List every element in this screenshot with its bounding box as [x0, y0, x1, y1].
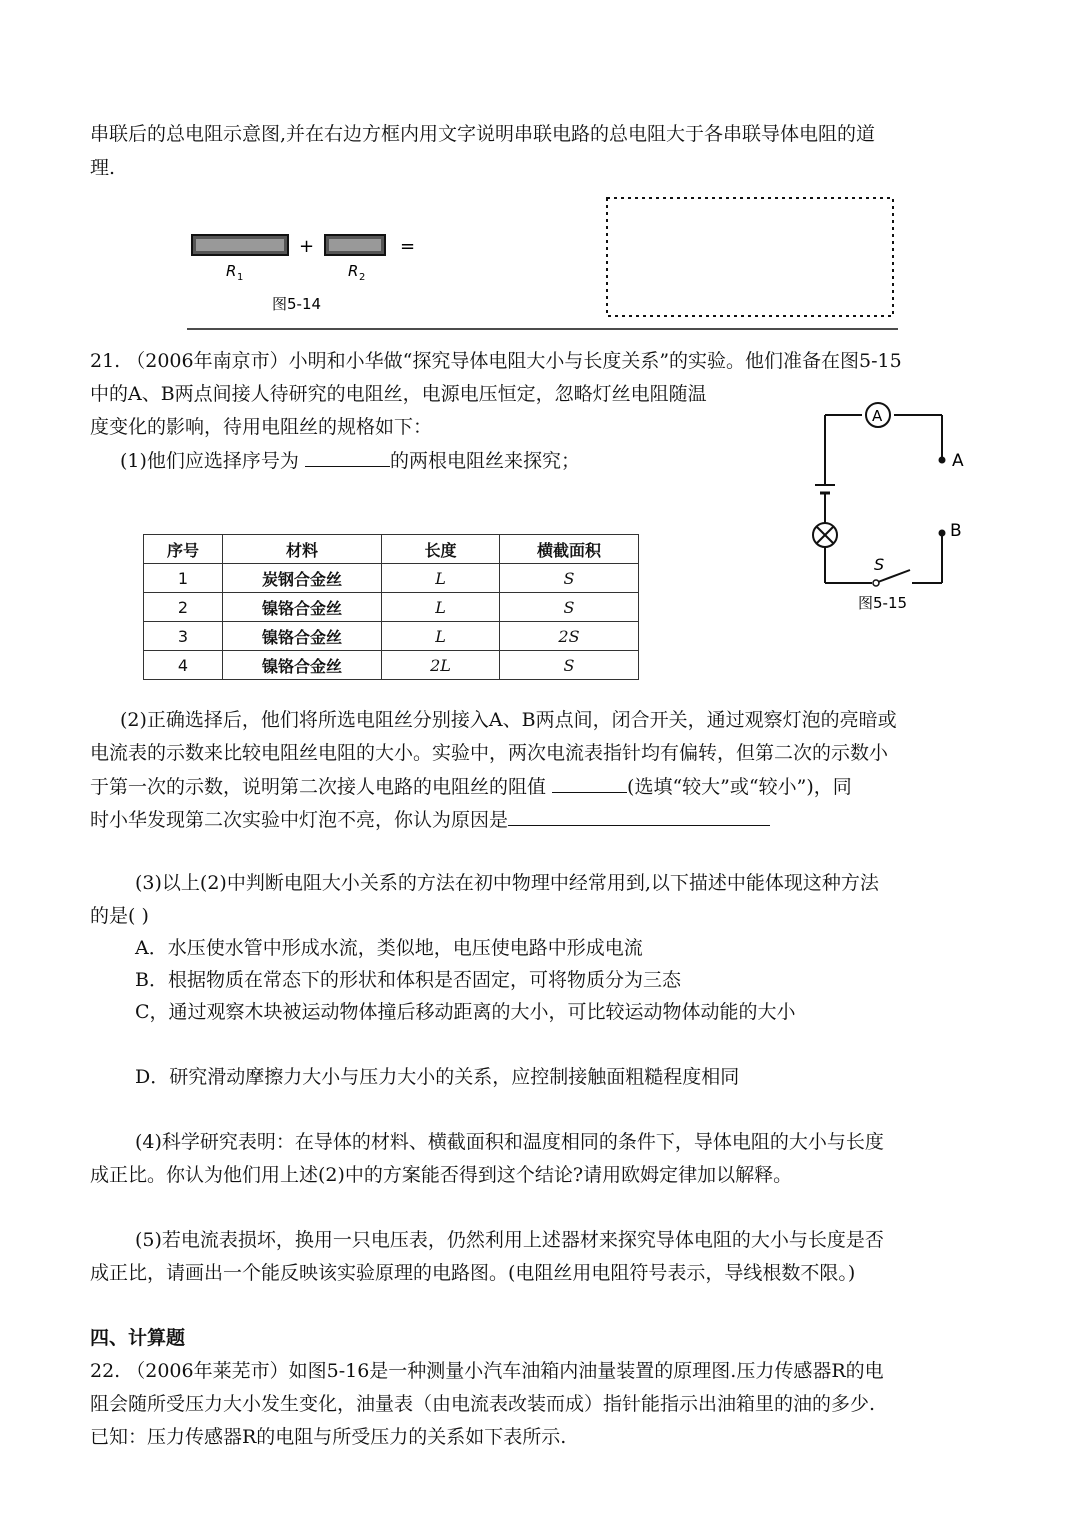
- figure-5-15-circuit: [790, 395, 990, 620]
- r1-subscript: 1: [237, 272, 244, 283]
- option-d: D．研究滑动摩擦力大小与压力大小的关系，应控制接触面粗糙程度相同: [135, 1066, 740, 1088]
- answer-blank-3[interactable]: [508, 803, 770, 826]
- q21-line-3: 度变化的影响，待用电阻丝的规格如下：: [90, 416, 433, 438]
- answer-blank-2[interactable]: [552, 770, 627, 793]
- equals-sign: =: [400, 236, 416, 257]
- q21-line-1: 21. （2006年南京市）小明和小华做“探究导体电阻大小与长度关系”的实验。他们准备在图5-15: [90, 350, 902, 372]
- figure-5-14: [0, 0, 1087, 345]
- q22-line-1: 22. （2006年莱芜市）如图5-16是一种测量小汽车油箱内油量装置的原理图.压力传感器R的电: [90, 1360, 884, 1382]
- ammeter-icon: [866, 403, 890, 427]
- q21-part5-line-1: (5)若电流表损坏，换用一只电压表，仍然利用上述器材来探究导体电阻的大小与长度是否: [135, 1229, 884, 1251]
- terminal-a-label: A: [952, 451, 964, 471]
- answer-blank-1[interactable]: [305, 444, 390, 467]
- header-length: 长度: [382, 535, 500, 564]
- option-c: C，通过观察木块被运动物体撞后移动距离的大小，可比较运动物体动能的大小: [135, 1001, 796, 1023]
- q21-part4-line-1: (4)科学研究表明：在导体的材料、横截面积和温度相同的条件下，导体电阻的大小与长度: [135, 1131, 884, 1153]
- table-row: 4 镍铬合金丝 2L S: [144, 651, 639, 680]
- q21-part2-line-3: 于第一次的示数，说明第二次接人电路的电阻丝的阻值 (选填“较大”或“较小”)，同: [90, 770, 1010, 803]
- resistor-r2: [325, 235, 385, 255]
- table-row: 3 镍铬合金丝 L 2S: [144, 622, 639, 651]
- figure-5-15-caption: 图5-15: [858, 594, 908, 612]
- figure-5-14-caption: 图5-14: [272, 295, 322, 313]
- q21-part1: (1)他们应选择序号为 的两根电阻丝来探究；: [120, 444, 1040, 477]
- terminal-b-label: B: [950, 521, 962, 541]
- q21-part3-line-2: 的是( ): [90, 905, 149, 927]
- q21-part2-line-1: (2)正确选择后，他们将所选电阻丝分别接入A、B两点间，闭合开关，通过观察灯泡的亮暗或: [120, 709, 897, 731]
- r2-label: R: [348, 262, 359, 280]
- intro-line-1: 串联后的总电阻示意图,并在右边方框内用文字说明串联电路的总电阻大于各串联导体电阻的道: [90, 123, 876, 145]
- q22-line-3: 已知：压力传感器R的电阻与所受压力的关系如下表所示.: [90, 1426, 567, 1448]
- svg-text:A: A: [872, 407, 883, 425]
- q22-line-2: 阻会随所受压力大小发生变化，油量表（由电流表改装而成）指针能指示出油箱里的油的多少.: [90, 1393, 876, 1415]
- answer-dashed-box: [607, 198, 893, 316]
- header-material: 材料: [223, 535, 382, 564]
- option-b: B．根据物质在常态下的形状和体积是否固定，可将物质分为三态: [135, 969, 681, 991]
- section-title: 四、计算题: [90, 1327, 186, 1349]
- header-area: 横截面积: [500, 535, 639, 564]
- table-header-row: [144, 535, 639, 564]
- battery-icon: [815, 485, 835, 493]
- r1-label: R: [226, 262, 237, 280]
- option-a: A．水压使水管中形成水流，类似地，电压使电路中形成电流: [135, 937, 643, 959]
- plus-sign: +: [299, 236, 315, 257]
- q21-part3-line-1: (3)以上(2)中判断电阻大小关系的方法在初中物理中经常用到,以下描述中能体现这种方法: [135, 872, 879, 894]
- switch-label: S: [874, 555, 885, 574]
- r2-subscript: 2: [359, 272, 366, 283]
- resistor-r1: [192, 235, 288, 255]
- q21-part2-line-2: 电流表的示数来比较电阻丝电阻的大小。实验中，两次电流表指针均有偏转，但第二次的示数小: [90, 742, 889, 764]
- q21-part5-line-2: 成正比，请画出一个能反映该实验原理的电路图。(电阻丝用电阻符号表示，导线根数不限。): [90, 1262, 856, 1284]
- table-row: 1 炭钢合金丝 L S: [144, 564, 639, 593]
- q21-part4-line-2: 成正比。你认为他们用上述(2)中的方案能否得到这个结论?请用欧姆定律加以解释。: [90, 1164, 793, 1186]
- lamp-icon: [813, 523, 837, 547]
- intro-line-2: 理.: [90, 157, 116, 179]
- q21-line-2: 中的A、B两点间接人待研究的电阻丝，电源电压恒定，忽略灯丝电阻随温: [90, 383, 707, 405]
- wire-spec-table: [143, 534, 639, 680]
- header-index: 序号: [144, 535, 223, 564]
- q21-part2-line-4: 时小华发现第二次实验中灯泡不亮，你认为原因是: [90, 803, 1010, 836]
- table-row: 2 镍铬合金丝 L S: [144, 593, 639, 622]
